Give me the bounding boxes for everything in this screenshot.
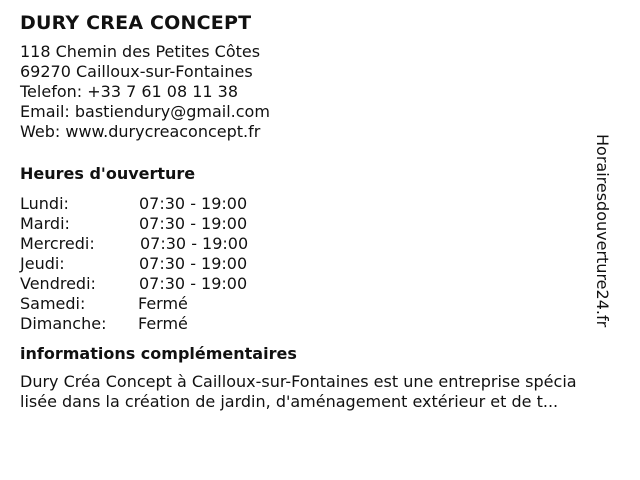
info-heading: informations complémentaires	[20, 344, 297, 363]
info-line-2: lisée dans la création de jardin, d'aménagement extérieur et de t...	[20, 392, 559, 411]
time-value: 07:30 - 19:00	[139, 254, 248, 273]
business-name: DURY CREA CONCEPT	[20, 12, 252, 34]
brand-watermark-text: Horairesdouverture24.fr	[593, 134, 612, 328]
time-value: 07:30 - 19:00	[139, 214, 248, 233]
day-label: Jeudi:	[20, 254, 65, 273]
phone-line: Telefon: +33 7 61 08 11 38	[20, 82, 239, 101]
business-card	[20, 10, 620, 412]
hours-row	[20, 194, 620, 214]
hours-row	[20, 214, 620, 234]
day-label: Mardi:	[20, 214, 70, 233]
hours-heading: Heures d'ouverture	[20, 164, 196, 183]
hours-row	[20, 274, 620, 294]
hours-row	[20, 294, 620, 314]
hours-row	[20, 234, 620, 254]
info-description	[20, 372, 620, 412]
address-city: 69270 Cailloux-sur-Fontaines	[20, 62, 253, 81]
web-line: Web: www.durycreaconcept.fr	[20, 122, 261, 141]
day-label: Vendredi:	[20, 274, 96, 293]
time-value: 07:30 - 19:00	[140, 234, 249, 253]
hours-table	[20, 194, 620, 334]
time-value: 07:30 - 19:00	[139, 274, 248, 293]
address-street: 118 Chemin des Petites Côtes	[20, 42, 261, 61]
hours-row	[20, 314, 620, 334]
day-label: Dimanche:	[20, 314, 107, 333]
email-line: Email: bastiendury@gmail.com	[20, 102, 270, 121]
info-line-1: Dury Créa Concept à Cailloux-sur-Fontaines est une entreprise spécia	[20, 372, 577, 391]
time-value: Fermé	[138, 314, 188, 333]
time-value: Fermé	[138, 294, 188, 313]
time-value: 07:30 - 19:00	[139, 194, 248, 213]
hours-row	[20, 254, 620, 274]
day-label: Mercredi:	[20, 234, 95, 253]
day-label: Lundi:	[20, 194, 69, 213]
day-label: Samedi:	[20, 294, 86, 313]
